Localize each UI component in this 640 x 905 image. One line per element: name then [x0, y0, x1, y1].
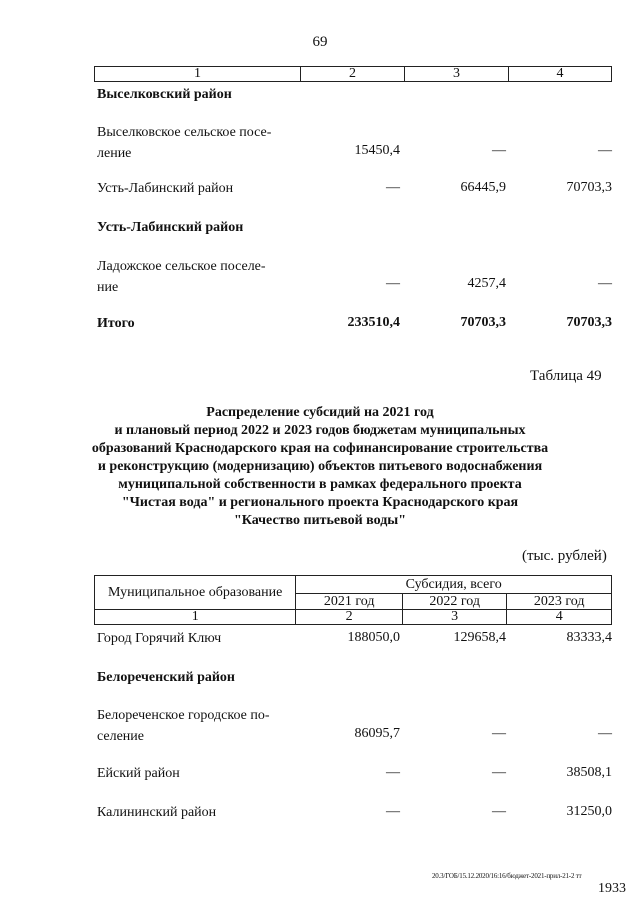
table2-row-label: Белореченское городское по- селение — [97, 708, 270, 744]
table1-cell: — — [598, 143, 612, 158]
page-number: 69 — [312, 34, 328, 50]
footer-page-number: 1933 — [598, 881, 626, 896]
table1-header-col4: 4 — [508, 67, 611, 82]
table1-cell: 4257,4 — [467, 276, 506, 291]
table2-cell: — — [598, 726, 612, 741]
table1-cell: — — [492, 143, 506, 158]
header-number: 1 — [95, 610, 296, 625]
table1-header-col2: 2 — [300, 67, 404, 82]
table1-row-label: Усть-Лабинский район — [97, 181, 234, 196]
table2-cell: 129658,4 — [453, 630, 506, 645]
table1-row-label: Ладожское сельское поселе- ние — [97, 259, 266, 295]
title-line: муниципальной собственности в рамках федерального проекта — [118, 477, 522, 492]
table2-cell: 31250,0 — [566, 804, 612, 819]
header-year-2023: 2023 год — [507, 594, 612, 610]
header-year-2021: 2021 год — [296, 594, 403, 610]
table2-row-label: Город Горячий Ключ — [97, 631, 222, 646]
table2-row-label: Калининский район — [97, 805, 217, 820]
table2-cell: 38508,1 — [566, 765, 612, 780]
table1-total-cell: 70703,3 — [566, 315, 612, 330]
table1-row-label: Выселковское сельское посе- ление — [97, 125, 272, 161]
unit-label: (тыс. рублей) — [522, 548, 607, 564]
header-number: 4 — [507, 610, 612, 625]
title-line: "Чистая вода" и регионального проекта Краснодарского края — [121, 495, 519, 510]
table2-cell: — — [386, 804, 400, 819]
header-municipality: Муниципальное образование — [95, 576, 296, 610]
table1-header — [94, 66, 612, 82]
table2-cell: — — [492, 765, 506, 780]
table1-cell: — — [598, 276, 612, 291]
title-line: и реконструкцию (модернизацию) объектов питьевого водоснабжения — [97, 459, 543, 474]
table2-cell: — — [386, 765, 400, 780]
table1-header-col1: 1 — [95, 67, 301, 82]
table2-cell: 83333,4 — [566, 630, 612, 645]
table1-cell: — — [386, 180, 400, 195]
table1-cell: 66445,9 — [460, 180, 506, 195]
table2-row-label: Ейский район — [97, 766, 180, 781]
title-line: Распределение субсидий на 2021 год — [206, 405, 434, 420]
table2-cell: — — [492, 726, 506, 741]
title-line: и плановый период 2022 и 2023 годов бюджетам муниципальных — [114, 423, 526, 438]
table1-row-label: Усть-Лабинский район — [97, 220, 244, 235]
header-number: 2 — [296, 610, 403, 625]
table1-header-col3: 3 — [404, 67, 508, 82]
table-title — [40, 404, 600, 530]
header-number: 3 — [402, 610, 507, 625]
title-line: "Качество питьевой воды" — [233, 513, 407, 528]
header-year-2022: 2022 год — [402, 594, 507, 610]
table2-cell: 188050,0 — [347, 630, 400, 645]
table-label: Таблица 49 — [530, 368, 602, 384]
footer-document-code: 20.3/ГОБ/15.12.2020/16:16/бюджет-2021-прил-21-2 тт — [432, 872, 582, 880]
table2-row-label: Белореченский район — [97, 670, 235, 685]
table2-cell: 86095,7 — [354, 726, 400, 741]
table1-total-cell: 233510,4 — [347, 315, 400, 330]
table1-total-cell: 70703,3 — [460, 315, 506, 330]
table1-cell: — — [386, 276, 400, 291]
table1-row-label: Итого — [97, 316, 135, 331]
table2-cell: — — [492, 804, 506, 819]
table2-header — [94, 575, 612, 625]
title-line: образований Краснодарского края на софинансирование строительства — [91, 441, 549, 456]
table1-cell: 15450,4 — [354, 143, 400, 158]
header-subsidy: Субсидия, всего — [296, 576, 612, 594]
table1-row-label: Выселковский район — [97, 87, 232, 102]
table1-cell: 70703,3 — [566, 180, 612, 195]
